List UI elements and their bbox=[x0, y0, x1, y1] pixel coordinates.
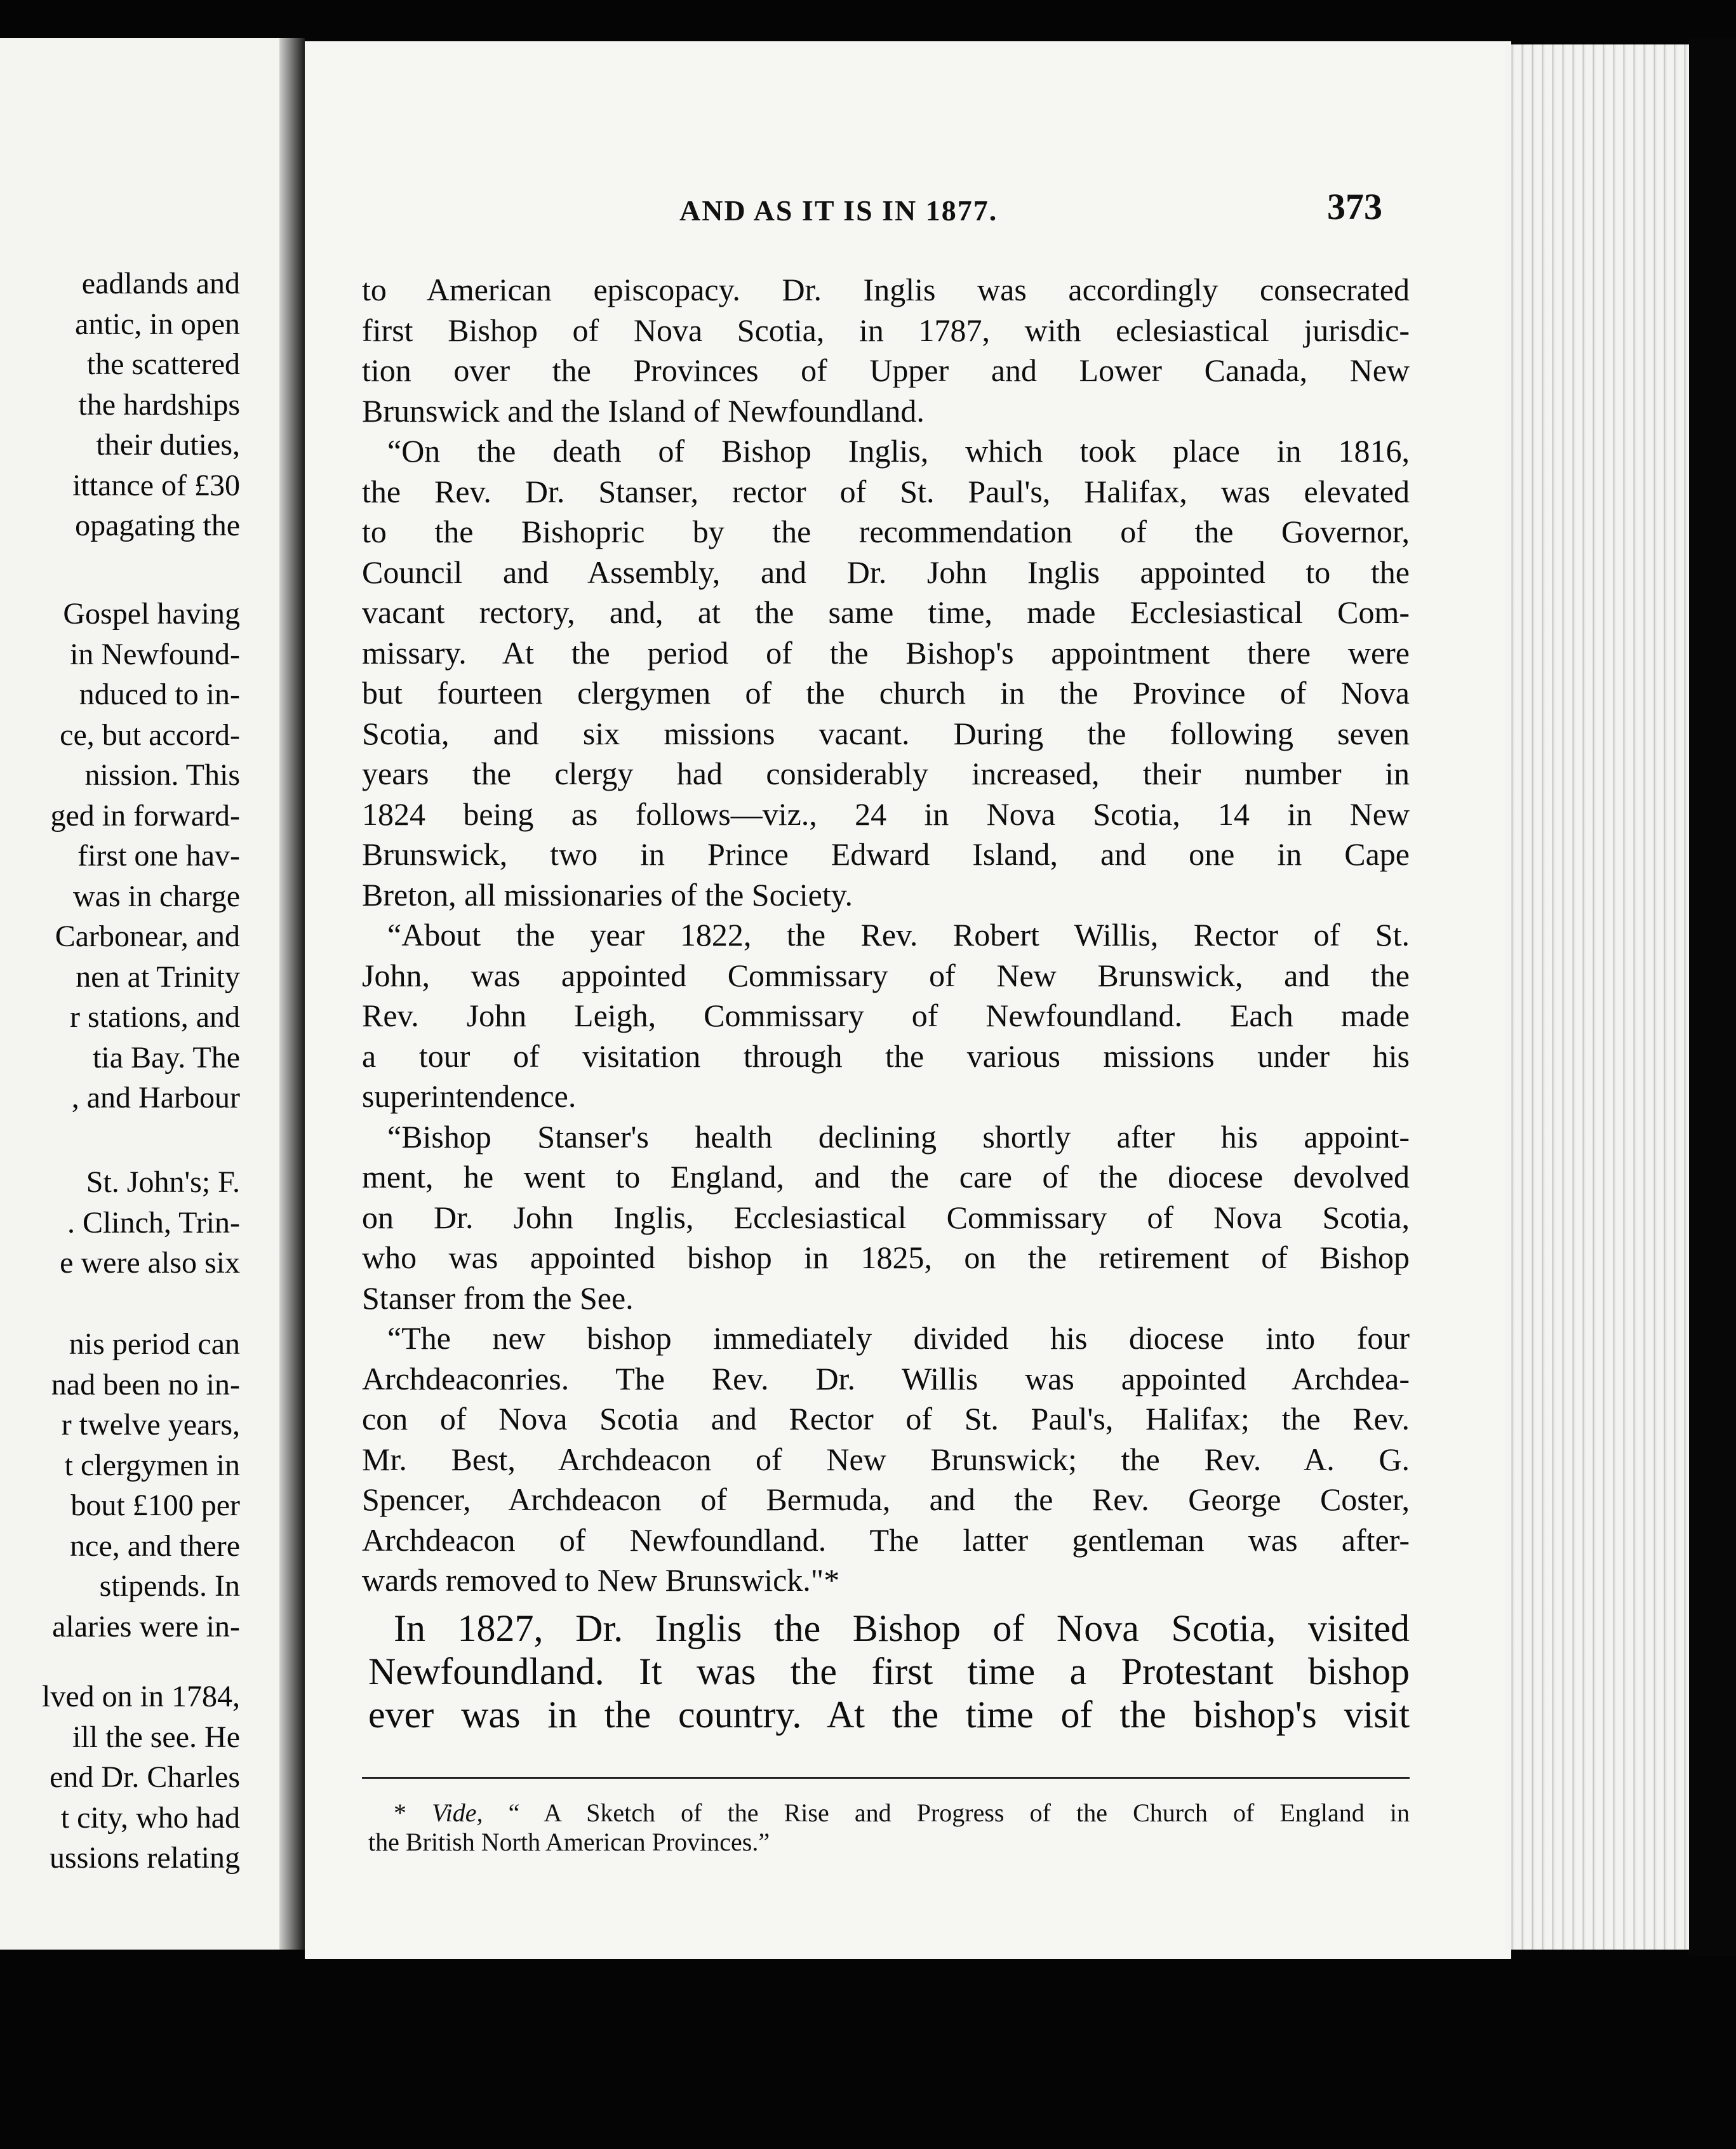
book-gutter bbox=[279, 38, 305, 1950]
text-line: years the clergy had considerably increased, their number in bbox=[362, 756, 1410, 791]
facing-page-line: nission. This bbox=[84, 758, 240, 792]
text-line: wards removed to New Brunswick."* bbox=[362, 1562, 840, 1598]
facing-page-line: opagating the bbox=[75, 509, 240, 542]
facing-page-line: nis period can bbox=[69, 1327, 240, 1361]
facing-page-paragraph bbox=[51, 1324, 240, 1647]
facing-page-line: antic, in open bbox=[75, 307, 240, 341]
text-line: Archdeacon of Newfoundland. The latter gentleman was after- bbox=[362, 1522, 1410, 1558]
text-line: on Dr. John Inglis, Ecclesiastical Commissary of Nova Scotia, bbox=[362, 1199, 1410, 1235]
text-line: Stanser from the See. bbox=[362, 1280, 634, 1316]
facing-page-line: r twelve years, bbox=[61, 1408, 240, 1442]
facing-page-line: r stations, and bbox=[70, 1000, 240, 1034]
text-line: to the Bishopric by the recommendation of the Governor, bbox=[362, 514, 1410, 549]
facing-page-line: ged in forward- bbox=[50, 798, 240, 833]
facing-page-line: bout £100 per bbox=[70, 1489, 240, 1522]
facing-page-line: ussions relating bbox=[50, 1841, 240, 1875]
text-line: a tour of visitation through the various missions under his bbox=[362, 1038, 1410, 1074]
text-line: missary. At the period of the Bishop's appointment there were bbox=[362, 634, 1410, 671]
footnote-vide: Vide, bbox=[432, 1798, 483, 1827]
text-line: Scotia, and six missions vacant. During the following seven bbox=[362, 715, 1410, 751]
narrative-paragraph bbox=[368, 1607, 1410, 1736]
text-line: to American episcopacy. Dr. Inglis was accordingly consecrated bbox=[362, 272, 1410, 307]
text-line: Rev. John Leigh, Commissary of Newfoundland. Each made bbox=[362, 998, 1410, 1033]
text-line: 1824 being as follows—viz., 24 in Nova Scotia, 14 in New bbox=[362, 796, 1410, 832]
facing-page-line: was in charge bbox=[72, 879, 240, 913]
facing-page-line: tia Bay. The bbox=[93, 1040, 240, 1074]
facing-page-line: eadlands and bbox=[81, 267, 240, 300]
facing-page-line: nduced to in- bbox=[79, 678, 240, 711]
facing-page-line: t clergymen in bbox=[64, 1448, 240, 1482]
running-head: AND AS IT IS IN 1877. bbox=[679, 194, 998, 227]
text-line: Mr. Best, Archdeacon of New Brunswick; the Rev. A. G. bbox=[362, 1441, 1410, 1477]
text-line: Archdeaconries. The Rev. Dr. Willis was appointed Archdea- bbox=[362, 1360, 1410, 1396]
large-text-line: ever was in the country. At the time of the bishop's visit bbox=[368, 1694, 1410, 1736]
facing-page-line: end Dr. Charles bbox=[50, 1760, 240, 1794]
footnote bbox=[368, 1798, 1410, 1857]
facing-page-line: ce, but accord- bbox=[60, 718, 240, 752]
text-line: the Rev. Dr. Stanser, rector of St. Paul's, Halifax, was elevated bbox=[362, 473, 1410, 509]
facing-page-fragment bbox=[0, 38, 279, 1950]
facing-page-paragraph bbox=[60, 1162, 240, 1283]
footnote-line: * Vide, “ A Sketch of the Rise and Progress of the Church of England in bbox=[394, 1798, 1410, 1827]
facing-page-line: the hardships bbox=[78, 387, 240, 422]
text-line: John, was appointed Commissary of New Brunswick, and the bbox=[362, 957, 1410, 993]
page-edges bbox=[1505, 44, 1689, 1950]
text-line: ment, he went to England, and the care of the diocese devolved bbox=[362, 1159, 1410, 1195]
facing-page-line: . Clinch, Trin- bbox=[67, 1205, 240, 1240]
facing-page-paragraph bbox=[72, 264, 240, 546]
facing-page-line: in Newfound- bbox=[70, 637, 240, 671]
facing-page-line: the scattered bbox=[86, 347, 240, 381]
facing-page-line: e were also six bbox=[60, 1246, 240, 1280]
facing-page-line: St. John's; F. bbox=[86, 1165, 240, 1199]
facing-page-line: lved on in 1784, bbox=[42, 1680, 240, 1713]
body-text bbox=[362, 270, 1410, 1601]
text-line: “On the death of Bishop Inglis, which took place in 1816, bbox=[387, 433, 1410, 469]
facing-page-line: ill the see. He bbox=[72, 1720, 240, 1754]
facing-page-paragraph bbox=[50, 594, 240, 1118]
text-line: con of Nova Scotia and Rector of St. Paul's, Halifax; the Rev. bbox=[362, 1401, 1410, 1436]
text-line: “Bishop Stanser's health declining shortly after his appoint- bbox=[387, 1118, 1410, 1155]
facing-page-paragraph bbox=[42, 1677, 240, 1878]
text-line: Spencer, Archdeacon of Bermuda, and the Rev. George Coster, bbox=[362, 1482, 1410, 1517]
facing-page-line: t city, who had bbox=[60, 1800, 240, 1835]
text-line: tion over the Provinces of Upper and Lower Canada, New bbox=[362, 352, 1410, 388]
text-line: Council and Assembly, and Dr. John Inglis appointed to the bbox=[362, 554, 1410, 590]
text-line: “About the year 1822, the Rev. Robert Willis, Rector of St. bbox=[387, 917, 1410, 953]
facing-page-line: stipends. In bbox=[99, 1569, 240, 1603]
large-text-line: In 1827, Dr. Inglis the Bishop of Nova Scotia, visited bbox=[394, 1607, 1410, 1649]
text-line: Breton, all missionaries of the Society. bbox=[362, 876, 853, 913]
facing-page-line: their duties, bbox=[96, 428, 240, 462]
scan-border bbox=[1689, 38, 1736, 1956]
facing-page-line: ittance of £30 bbox=[72, 468, 240, 502]
text-line: “The new bishop immediately divided his diocese into four bbox=[387, 1320, 1410, 1356]
text-line: Brunswick, two in Prince Edward Island, and one in Cape bbox=[362, 836, 1410, 872]
facing-page-line: nen at Trinity bbox=[76, 960, 240, 994]
text-line: Brunswick and the Island of Newfoundland. bbox=[362, 392, 925, 429]
facing-page-line: nce, and there bbox=[70, 1529, 240, 1563]
facing-page-line: nad been no in- bbox=[51, 1367, 240, 1402]
large-text-line: Newfoundland. It was the first time a Protestant bishop bbox=[368, 1650, 1410, 1692]
facing-page-line: , and Harbour bbox=[71, 1081, 240, 1115]
page-number: 373 bbox=[1327, 186, 1382, 227]
facing-page-line: Gospel having bbox=[63, 597, 240, 631]
facing-page-line: Carbonear, and bbox=[55, 920, 240, 953]
facing-page-line: first one hav- bbox=[77, 839, 240, 873]
facing-page-line: alaries were in- bbox=[52, 1609, 240, 1644]
footnote-rule bbox=[362, 1777, 1410, 1779]
text-line: superintendence. bbox=[362, 1078, 577, 1114]
text-line: first Bishop of Nova Scotia, in 1787, with eclesiastical jurisdic- bbox=[362, 312, 1410, 348]
text-line: vacant rectory, and, at the same time, made Ecclesiastical Com- bbox=[362, 594, 1410, 630]
text-line: but fourteen clergymen of the church in the Province of Nova bbox=[362, 675, 1410, 711]
text-line: who was appointed bishop in 1825, on the retirement of Bishop bbox=[362, 1240, 1410, 1275]
footnote-line: the British North American Provinces.” bbox=[368, 1828, 770, 1856]
